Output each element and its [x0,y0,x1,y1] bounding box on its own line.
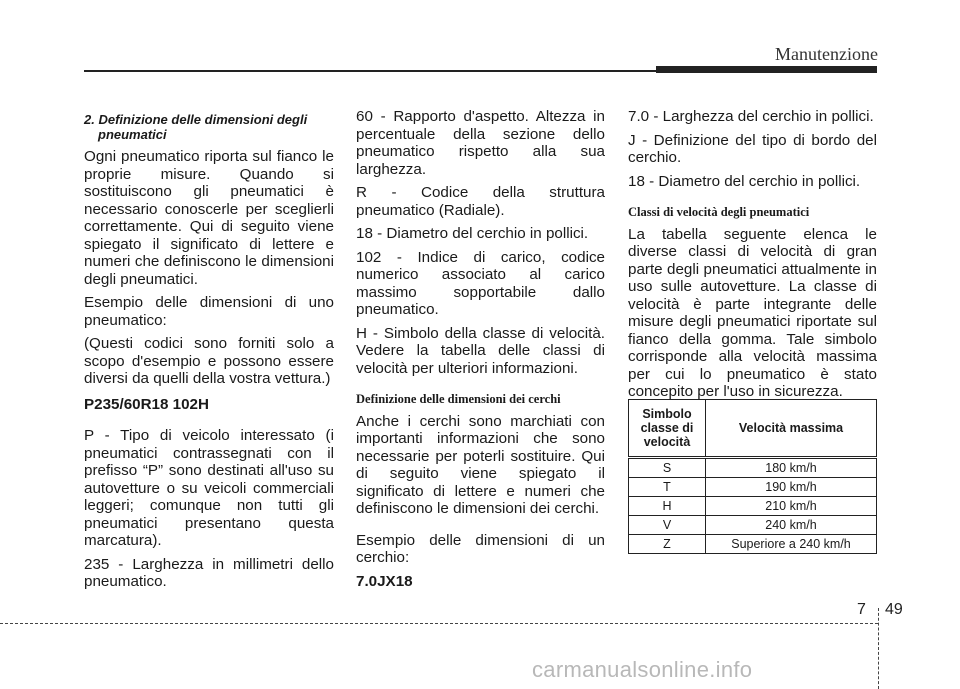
speed-symbol: V [629,516,706,535]
chapter-number: 7 [857,601,866,618]
table-header-row [629,400,877,458]
def-key: 60 - [356,108,386,125]
def-key: 18 - [628,172,655,190]
header-title: Manutenzione [775,44,878,64]
table-row [629,535,877,554]
footer-rule [0,623,878,624]
speed-symbol: T [629,478,706,497]
def-text: Definizione del tipo di bordo del cerchio. [628,131,877,166]
rim-intro: Anche i cerchi sono marchiati con importanti informazioni che sono necessarie per poterli sostituire. Qui di seguito viene spiegato il significato di lettere e numeri che definiscono le dimensioni dei cerchi. [356,412,605,517]
tire-def-item [84,556,334,591]
speed-class-table [628,399,877,554]
speed-intro: La tabella seguente elenca le diverse classi di velocità di gran parte degli pneumatici attualmente in uso sulle autovetture. La classe di velocità è parte integrante delle misure degli pneumatici riportate sul fianco della gomma. Tale simbolo corrisponde alla velocità massima per cui lo pneumatico è stato concepito per l'uso in sicurezza. [628,225,877,400]
section-heading-speed-class: Classi di velocità degli pneumatici [628,205,810,219]
table-row [629,458,877,478]
def-text: Diametro del cerchio in pollici. [386,225,589,242]
def-text: Indice di carico, codice numerico associato al carico massimo sopportabile dallo pneumatico. [356,248,605,318]
def-key: 102 - [356,248,402,266]
tire-def-item [356,249,605,319]
def-text: Diametro del cerchio in pollici. [658,172,861,190]
speed-symbol: S [629,458,706,478]
def-key: 18 - [356,225,383,242]
table-row [629,497,877,516]
header-rule [84,70,656,72]
section-heading-tire-size: 2. Definizione delle dimensioni degli pneumatici [84,112,308,142]
def-key: H - [356,324,378,342]
rim-example-label: Esempio delle dimensioni di un cerchio: [356,531,605,566]
column-2 [356,108,605,604]
tire-def-item [356,325,605,378]
table-header-symbol: Simbolo classe di velocità [629,400,706,458]
rim-def-item [628,173,877,191]
tire-def-item [356,184,605,219]
column-3 [628,108,877,407]
section-heading-rim-size: Definizione delle dimensioni dei cerchi [356,392,561,406]
tire-def-item [356,225,605,243]
speed-value: 180 km/h [706,458,877,478]
def-text: Codice della struttura pneumatico (Radiale). [356,184,605,219]
def-key: 7.0 - [628,108,659,125]
def-key: 235 - [84,555,124,573]
tire-example-label: Esempio delle dimensioni di uno pneumatico: [84,294,334,329]
tire-example-note: (Questi codici sono forniti solo a scopo d'esempio e possono essere diversi da quelli della vostra vettura.) [84,335,334,387]
speed-symbol: Z [629,535,706,554]
tire-def-item [356,108,605,178]
speed-value: 190 km/h [706,478,877,497]
header-rule-accent [656,66,877,73]
def-key: J - [628,131,648,149]
def-text: Larghezza in millimetri dello pneumatico. [84,555,334,590]
def-text: Rapporto d'aspetto. Altezza in percentuale della sezione dello pneumatico rispetto alla sua larghezza. [356,108,606,178]
def-key: R - [356,184,397,201]
page-number: 49 [885,601,903,618]
footer-divider [878,608,879,689]
table-row [629,478,877,497]
column-1 [84,108,334,597]
rim-def-item [628,108,877,126]
def-key: P - [84,427,110,444]
tire-size-intro: Ogni pneumatico riporta sul fianco le proprie misure. Quando si sostituiscono gli pneumatici è necessario conoscerle per sceglierli correttamente. Qui di seguito viene spiegato il significato di lettere e numeri che definiscono le dimensioni degli pneumatici. [84,148,334,288]
speed-value: 240 km/h [706,516,877,535]
rim-def-item [628,132,877,167]
def-text: Tipo di veicolo interessato (i pneumatici contrassegnati con il prefisso “P” sono destinati all'uso su autovetture o su veicoli commerciali leggeri; comunque non tutti gli pneumatici presentano questa marcatura). [84,427,334,549]
def-text: Simbolo della classe di velocità. Vedere la tabella delle classi di velocità per ulteriori informazioni. [356,324,605,377]
watermark: carmanualsonline.info [532,657,753,682]
rim-code: 7.0JX18 [356,572,413,590]
speed-value: 210 km/h [706,497,877,516]
speed-symbol: H [629,497,706,516]
table-header-max-speed: Velocità massima [706,400,877,458]
tire-code: P235/60R18 102H [84,395,209,413]
speed-value: Superiore a 240 km/h [706,535,877,554]
tire-def-item [84,427,334,550]
table-row [629,516,877,535]
def-text: Larghezza del cerchio in pollici. [662,108,874,125]
